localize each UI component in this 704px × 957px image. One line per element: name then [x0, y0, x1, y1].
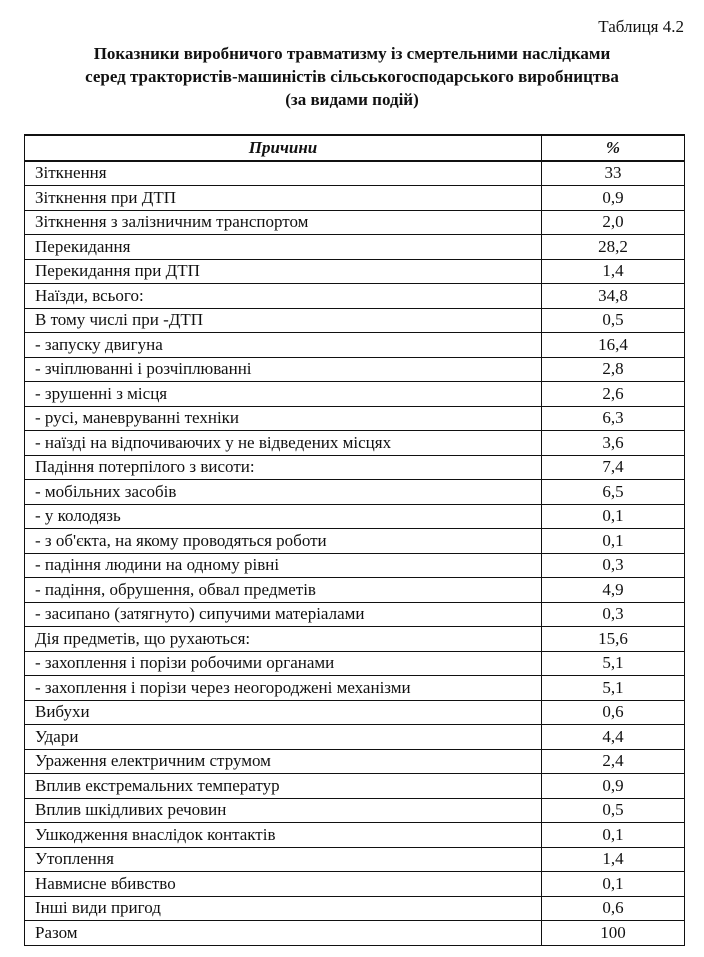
percent-cell: 0,3: [542, 602, 685, 627]
table-body: [25, 161, 685, 946]
percent-cell: 6,3: [542, 406, 685, 431]
cause-cell: Інші види пригод: [25, 896, 542, 921]
table-row: [25, 406, 685, 431]
percent-cell: 7,4: [542, 455, 685, 480]
percent-cell: 2,8: [542, 357, 685, 382]
title-line: (за видами подій): [285, 90, 419, 109]
cause-cell: Дія предметів, що рухаються:: [25, 627, 542, 652]
cause-cell: - наїзді на відпочиваючих у не відведених місцях: [25, 431, 542, 456]
table-row: [25, 529, 685, 554]
table-row: [25, 798, 685, 823]
cause-cell: Зіткнення: [25, 161, 542, 186]
cause-cell: Зіткнення при ДТП: [25, 186, 542, 211]
column-header-causes: Причини: [25, 135, 542, 161]
table-row: [25, 455, 685, 480]
cause-cell: Навмисне вбивство: [25, 872, 542, 897]
table-row: [25, 504, 685, 529]
title-line: серед трактористів-машиністів сільськогосподарського виробництва: [85, 67, 619, 86]
table-row: [25, 823, 685, 848]
percent-cell: 0,1: [542, 504, 685, 529]
percent-cell: 2,4: [542, 749, 685, 774]
cause-cell: - засипано (затягнуто) сипучими матеріалами: [25, 602, 542, 627]
percent-cell: 0,9: [542, 186, 685, 211]
cause-cell: Ураження електричним струмом: [25, 749, 542, 774]
table-row: [25, 651, 685, 676]
percent-cell: 2,0: [542, 210, 685, 235]
table-row: [25, 872, 685, 897]
cause-cell: Ушкодження внаслідок контактів: [25, 823, 542, 848]
injury-causes-table: [24, 134, 685, 946]
percent-cell: 0,3: [542, 553, 685, 578]
table-header-row: [25, 135, 685, 161]
percent-cell: 0,9: [542, 774, 685, 799]
table-number-label: Таблиця 4.2: [598, 17, 684, 36]
table-row: [25, 602, 685, 627]
cause-cell: - зрушенні з місця: [25, 382, 542, 407]
cause-cell: - захоплення і порізи робочими органами: [25, 651, 542, 676]
cause-cell: Перекидання: [25, 235, 542, 260]
cause-cell: Вплив шкідливих речовин: [25, 798, 542, 823]
cause-cell: - зчіплюванні і розчіплюванні: [25, 357, 542, 382]
percent-cell: 15,6: [542, 627, 685, 652]
table-title: [0, 42, 704, 111]
table-row: [25, 921, 685, 946]
table-row: [25, 210, 685, 235]
table-row: [25, 774, 685, 799]
percent-cell: 0,1: [542, 872, 685, 897]
table-row: [25, 553, 685, 578]
percent-cell: 34,8: [542, 284, 685, 309]
table-row: [25, 333, 685, 358]
cause-cell: - з об'єкта, на якому проводяться роботи: [25, 529, 542, 554]
cause-cell: Разом: [25, 921, 542, 946]
cause-cell: Вплив екстремальних температур: [25, 774, 542, 799]
percent-cell: 0,1: [542, 823, 685, 848]
percent-cell: 5,1: [542, 651, 685, 676]
cause-cell: Перекидання при ДТП: [25, 259, 542, 284]
cause-cell: Зіткнення з залізничним транспортом: [25, 210, 542, 235]
table-row: [25, 161, 685, 186]
cause-cell: - захоплення і порізи через неогороджені механізми: [25, 676, 542, 701]
percent-cell: 4,9: [542, 578, 685, 603]
table-row: [25, 700, 685, 725]
table-row: [25, 676, 685, 701]
table-row: [25, 235, 685, 260]
table-row: [25, 725, 685, 750]
table-row: [25, 896, 685, 921]
percent-cell: 100: [542, 921, 685, 946]
cause-cell: Наїзди, всього:: [25, 284, 542, 309]
table-row: [25, 308, 685, 333]
table-row: [25, 284, 685, 309]
table-row: [25, 186, 685, 211]
percent-cell: 33: [542, 161, 685, 186]
cause-cell: - у колодязь: [25, 504, 542, 529]
title-line: Показники виробничого травматизму із смертельними наслідками: [93, 44, 611, 63]
percent-cell: 2,6: [542, 382, 685, 407]
table-row: [25, 578, 685, 603]
table-row: [25, 382, 685, 407]
percent-cell: 0,6: [542, 896, 685, 921]
table-row: [25, 627, 685, 652]
percent-cell: 3,6: [542, 431, 685, 456]
cause-cell: - русі, маневруванні техніки: [25, 406, 542, 431]
table-row: [25, 431, 685, 456]
percent-cell: 1,4: [542, 259, 685, 284]
percent-cell: 1,4: [542, 847, 685, 872]
cause-cell: Вибухи: [25, 700, 542, 725]
cause-cell: - падіння, обрушення, обвал предметів: [25, 578, 542, 603]
table-row: [25, 749, 685, 774]
table-row: [25, 480, 685, 505]
cause-cell: Удари: [25, 725, 542, 750]
cause-cell: В тому числі при -ДТП: [25, 308, 542, 333]
column-header-percent: %: [542, 135, 685, 161]
table-row: [25, 259, 685, 284]
percent-cell: 0,5: [542, 798, 685, 823]
percent-cell: 4,4: [542, 725, 685, 750]
percent-cell: 6,5: [542, 480, 685, 505]
percent-cell: 0,6: [542, 700, 685, 725]
table-row: [25, 847, 685, 872]
cause-cell: Падіння потерпілого з висоти:: [25, 455, 542, 480]
cause-cell: - мобільних засобів: [25, 480, 542, 505]
table-row: [25, 357, 685, 382]
percent-cell: 28,2: [542, 235, 685, 260]
percent-cell: 0,1: [542, 529, 685, 554]
cause-cell: Утоплення: [25, 847, 542, 872]
cause-cell: - падіння людини на одному рівні: [25, 553, 542, 578]
percent-cell: 16,4: [542, 333, 685, 358]
cause-cell: - запуску двигуна: [25, 333, 542, 358]
percent-cell: 0,5: [542, 308, 685, 333]
percent-cell: 5,1: [542, 676, 685, 701]
